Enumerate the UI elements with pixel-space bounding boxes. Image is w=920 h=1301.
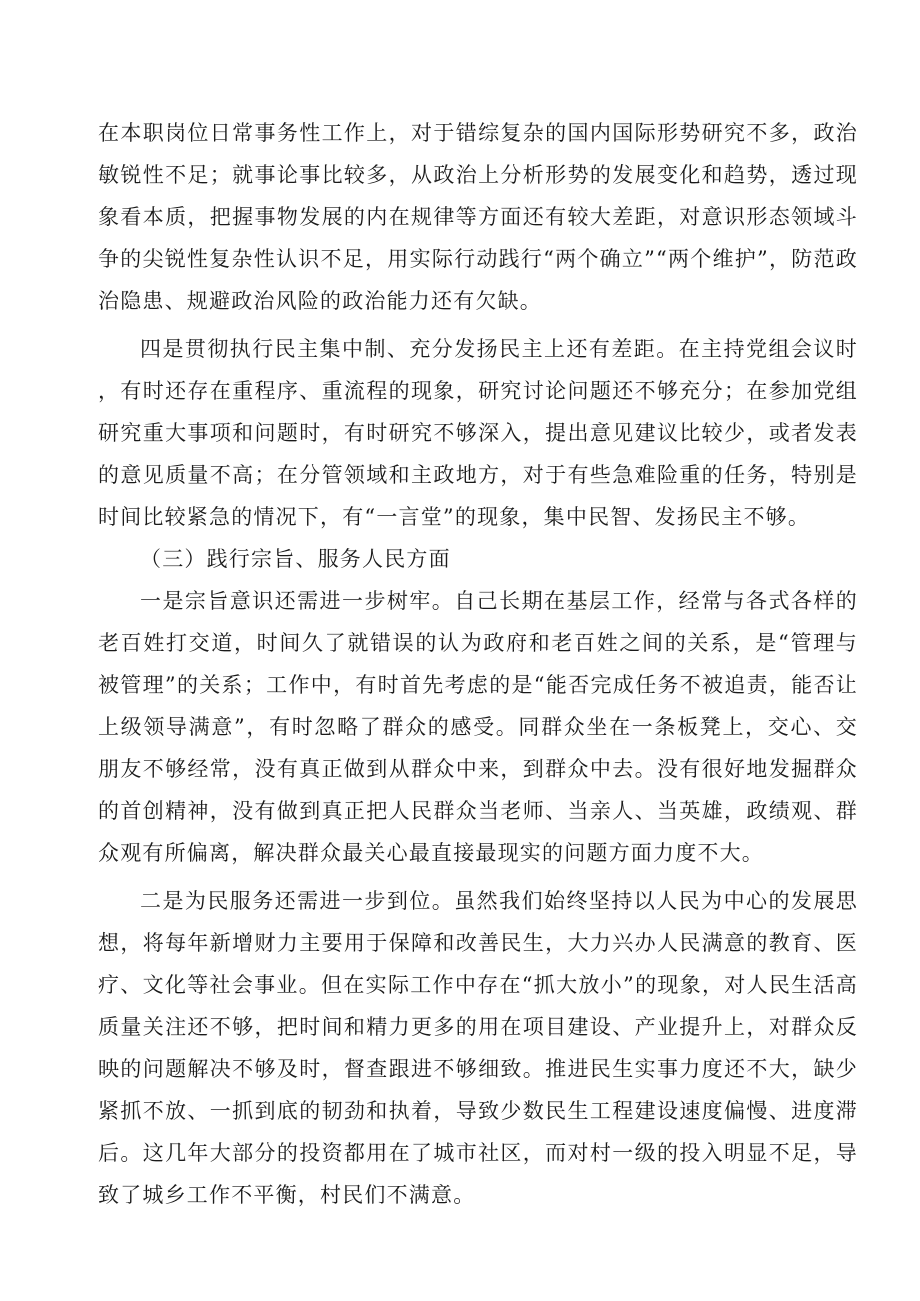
section-heading: （三）践行宗旨、服务人民方面 xyxy=(140,547,451,571)
paragraph-point-four: 四是贯彻执行民主集中制、充分发扬民主上还有差距。在主持党组会议时，有时还存在重程序、重流程的现象，研究讨论问题还不够充分；在参加党组研究重大事项和问题时，有时研究不够深入，提出意见建议比较少，或者发表的意见质量不高；在分管领域和主政地方，对于有些急难险重的任务，特别是时间比较紧急的情况下，有“一言堂”的现象，集中民智、发扬民主不够。 xyxy=(98,337,858,529)
paragraph-point-two: 二是为民服务还需进一步到位。虽然我们始终坚持以人民为中心的发展思想，将每年新增财力主要用于保障和改善民生，大力兴办人民满意的教育、医疗、文化等社会事业。但在实际工作中存在“抓大放小”的现象，对人民生活高质量关注还不够，把时间和精力更多的用在项目建设、产业提升上，对群众反映的问题解决不够及时，督查跟进不够细致。推进民生实事力度还不大，缺少紧抓不放、一抓到底的韧劲和执着，导致少数民生工程建设速度偏慢、进度滞后。这几年大部分的投资都用在了城市社区，而对村一级的投入明显不足，导致了城乡工作不平衡，村民们不满意。 xyxy=(98,889,858,1207)
paragraph-point-one: 一是宗旨意识还需进一步树牢。自己长期在基层工作，经常与各式各样的老百姓打交道，时间久了就错误的认为政府和老百姓之间的关系，是“管理与被管理”的关系；工作中，有时首先考虑的是“能否完成任务不被追责，能否让上级领导满意”，有时忽略了群众的感受。同群众坐在一条板凳上，交心、交朋友不够经常，没有真正做到从群众中来，到群众中去。没有很好地发掘群众的首创精神，没有做到真正把人民群众当老师、当亲人、当英雄，政绩观、群众观有所偏离，解决群众最关心最直接最现实的问题方面力度不大。 xyxy=(98,589,858,865)
paragraph-continuation: 在本职岗位日常事务性工作上，对于错综复杂的国内国际形势研究不多，政治敏锐性不足；就事论事比较多，从政治上分析形势的发展变化和趋势，透过现象看本质，把握事物发展的内在规律等方面还有较大差距，对意识形态领域斗争的尖锐性复杂性认识不足，用实际行动践行“两个确立”“两个维护”，防范政治隐患、规避政治风险的政治能力还有欠缺。 xyxy=(98,121,858,313)
